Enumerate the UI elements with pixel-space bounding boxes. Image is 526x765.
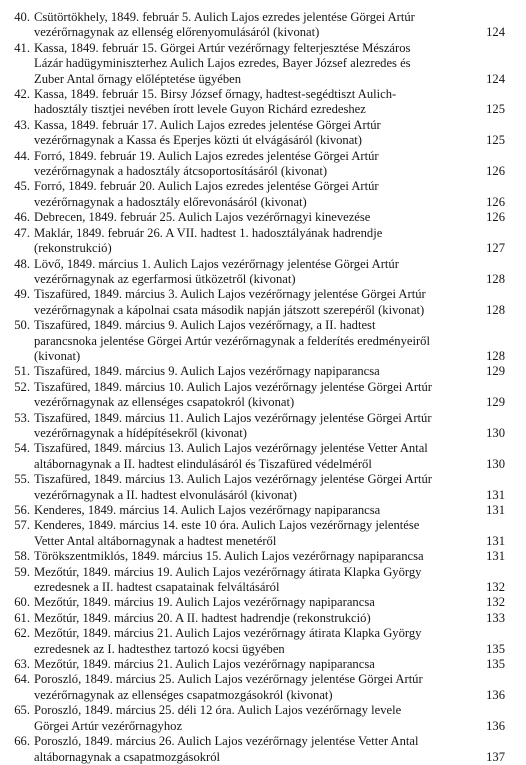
entry-title: Csütörtökhely, 1849. február 5. Aulich Lajos ezredes jelentése Görgei Artúr vezérőrnagynak az ellenség előrenyomulásáról (kivonat) [34, 10, 415, 40]
entry-page-number: 124 [486, 71, 505, 86]
entry-page-number: 130 [486, 425, 505, 440]
entry-page-number: 135 [486, 641, 505, 656]
entry-page-number: 131 [486, 549, 505, 564]
entry-title: Tiszafüred, 1849. március 13. Aulich Lajos vezérőrnagy jelentése Vetter Antal altábornagynak a II. hadtest elindulásáról és Tiszafüred védelméről [34, 441, 428, 471]
entry-title: Tiszafüred, 1849. március 13. Aulich Lajos vezérőrnagy jelentése Görgei Artúr vezérőrnagynak a II. hadtest elvonulásáról (kivonat) [34, 472, 432, 502]
entry-page-number: 136 [486, 718, 505, 733]
toc-entry [0, 210, 526, 225]
entry-page-number: 129 [486, 364, 505, 379]
entry-page-number: 128 [486, 348, 505, 363]
entry-page-number: 124 [486, 25, 505, 40]
toc-entry [0, 672, 526, 703]
entry-number: 48. [14, 256, 30, 271]
entry-page-number: 125 [486, 133, 505, 148]
entry-number: 46. [14, 210, 30, 225]
entry-title: Kassa, 1849. február 17. Aulich Lajos ezredes jelentése Görgei Artúr vezérőrnagynak a Kassa és Eperjes közti út elvágásáról (kivonat) [34, 117, 381, 148]
toc-entry [0, 565, 526, 596]
entry-number: 64. [14, 672, 30, 687]
entry-page-number: 128 [486, 302, 505, 317]
entry-page-number: 126 [486, 164, 505, 179]
entry-number: 58. [14, 549, 30, 564]
entry-title: Lövő, 1849. március 1. Aulich Lajos vezérőrnagy jelentése Görgei Artúr vezérőrnagynak az egerfarmosi ütközetről (kivonat) [34, 256, 399, 286]
toc-entry [0, 734, 526, 765]
entry-title: Poroszló, 1849. március 26. Aulich Lajos vezérőrnagy jelentése Vetter Antal altábornagynak a csapatmozgásokról [34, 734, 419, 764]
entry-page-number: 130 [486, 456, 505, 471]
entry-page-number: 133 [486, 610, 505, 625]
toc-entry [0, 87, 526, 118]
entry-number: 56. [14, 503, 30, 517]
entry-page-number: 129 [486, 395, 505, 410]
toc-entry [0, 626, 526, 657]
entry-title: Forró, 1849. február 19. Aulich Lajos ezredes jelentése Görgei Artúr vezérőrnagynak a hadosztály átcsoportosításáról (kivonat) [34, 148, 379, 179]
entry-title: Tiszafüred, 1849. március 9. Aulich Lajos vezérőrnagy, a II. hadtest parancsnoka jelentése Görgei Artúr vezérőrnagynak a felderítés eredményeiről (kivonat) [34, 318, 430, 363]
toc-entry [0, 287, 526, 318]
entry-number: 65. [14, 703, 30, 718]
entry-title: Mezőtúr, 1849. március 19. Aulich Lajos vezérőrnagy napiparancsa [34, 595, 375, 610]
entry-page-number: 126 [486, 194, 505, 209]
toc-entry [0, 149, 526, 180]
entry-title: Debrecen, 1849. február 25. Aulich Lajos vezérőrnagyi kinevezése [34, 210, 371, 225]
entry-page-number: 127 [486, 241, 505, 256]
entry-title: Mezőtúr, 1849. március 20. A II. hadtest hadrendje (rekonstrukció) [34, 610, 371, 625]
entry-number: 66. [14, 734, 30, 749]
entry-page-number: 132 [486, 595, 505, 610]
entry-number: 60. [14, 595, 30, 610]
toc-entry [0, 318, 526, 364]
entry-number: 52. [14, 379, 30, 394]
entry-number: 51. [14, 364, 30, 379]
toc-entry [0, 595, 526, 610]
toc-entry [0, 441, 526, 472]
toc-entry [0, 226, 526, 257]
entry-number: 41. [14, 40, 30, 55]
entry-number: 44. [14, 148, 30, 163]
entry-page-number: 131 [486, 503, 505, 517]
entry-page-number: 131 [486, 487, 505, 502]
entry-number: 59. [14, 564, 30, 579]
toc-entry [0, 10, 526, 41]
entry-title: Tiszafüred, 1849. március 11. Aulich Lajos vezérőrnagy jelentése Görgei Artúr vezérőrnagynak a hídépítésekről (kivonat) [34, 410, 432, 440]
entry-page-number: 126 [486, 210, 505, 225]
entry-title: Kassa, 1849. február 15. Görgei Artúr vezérőrnagy felterjesztése Mészáros Lázár hadügyminiszterhez Aulich Lajos ezredes, Bayer József alezredes és Zuber Antal őrnagy előléptetése ügyében [34, 40, 411, 86]
entry-page-number: 128 [486, 271, 505, 286]
entry-title: Mezőtúr, 1849. március 21. Aulich Lajos vezérőrnagy átirata Klapka György ezredesnek az I. hadtesthez tartozó kocsi ügyében [34, 626, 422, 656]
entry-number: 43. [14, 117, 30, 132]
entry-title: Poroszló, 1849. március 25. Aulich Lajos vezérőrnagy jelentése Görgei Artúr vezérőrnagynak az ellenséges csapatmozgásokról (kivonat) [34, 672, 423, 702]
entry-page-number: 137 [486, 749, 505, 764]
toc-entry [0, 703, 526, 734]
entry-number: 57. [14, 518, 30, 533]
toc-entry [0, 657, 526, 672]
entry-page-number: 135 [486, 657, 505, 672]
toc-entry [0, 503, 526, 518]
entry-title: Törökszentmiklós, 1849. március 15. Aulich Lajos vezérőrnagy napiparancsa [34, 549, 424, 564]
toc-entry [0, 118, 526, 149]
entry-number: 42. [14, 87, 30, 102]
toc-entry [0, 364, 526, 379]
table-of-contents [0, 10, 526, 765]
entry-number: 47. [14, 225, 30, 240]
entry-number: 45. [14, 179, 30, 194]
entry-page-number: 132 [486, 580, 505, 595]
entry-title: Kenderes, 1849. március 14. Aulich Lajos vezérőrnagy napiparancsa [34, 503, 381, 517]
toc-entry [0, 611, 526, 626]
entry-number: 63. [14, 657, 30, 672]
entry-title: Poroszló, 1849. március 25. déli 12 óra. Aulich Lajos vezérőrnagy levele Görgei Artúr vezérőrnagyhoz [34, 703, 402, 733]
entry-title: Forró, 1849. február 20. Aulich Lajos ezredes jelentése Görgei Artúr vezérőrnagynak a hadosztály előrevonásáról (kivonat) [34, 179, 379, 209]
entry-title: Kenderes, 1849. március 14. este 10 óra. Aulich Lajos vezérőrnagy jelentése Vetter Antal altábornagynak a hadtest menetéről [34, 518, 420, 548]
toc-entry [0, 41, 526, 87]
entry-number: 55. [14, 472, 30, 487]
entry-number: 61. [14, 610, 30, 625]
entry-number: 62. [14, 626, 30, 641]
toc-entry [0, 411, 526, 442]
toc-entry [0, 472, 526, 503]
entry-number: 53. [14, 410, 30, 425]
toc-entry [0, 549, 526, 564]
entry-page-number: 131 [486, 533, 505, 548]
toc-entry [0, 518, 526, 549]
entry-title: Tiszafüred, 1849. március 9. Aulich Lajos vezérőrnagy napiparancsa [34, 364, 380, 379]
entry-page-number: 136 [486, 687, 505, 702]
toc-entry [0, 380, 526, 411]
entry-title: Tiszafüred, 1849. március 3. Aulich Lajos vezérőrnagy jelentése Görgei Artúr vezérőrnagynak a kápolnai csata második napján játszott szerepéről (kivonat) [34, 287, 426, 317]
entry-title: Mezőtúr, 1849. március 21. Aulich Lajos vezérőrnagy napiparancsa [34, 657, 375, 672]
entry-title: Kassa, 1849. február 15. Birsy József őrnagy, hadtest-segédtiszt Aulich- hadosztály tisztjei nevében írott levele Guyon Richárd ezredeshez [34, 87, 397, 117]
toc-entry [0, 257, 526, 288]
entry-title: Maklár, 1849. február 26. A VII. hadtest 1. hadosztályának hadrendje (rekonstrukció) [34, 225, 383, 256]
entry-number: 50. [14, 318, 30, 333]
entry-number: 54. [14, 441, 30, 456]
entry-number: 49. [14, 287, 30, 302]
entry-number: 40. [14, 10, 30, 24]
entry-page-number: 125 [486, 102, 505, 117]
toc-entry [0, 179, 526, 210]
entry-title: Tiszafüred, 1849. március 10. Aulich Lajos vezérőrnagy jelentése Görgei Artúr vezérőrnagynak az ellenséges csapatokról (kivonat) [34, 379, 432, 410]
entry-title: Mezőtúr, 1849. március 19. Aulich Lajos vezérőrnagy átirata Klapka György ezredesnek a II. hadtest csapatainak felváltásáról [34, 564, 422, 595]
